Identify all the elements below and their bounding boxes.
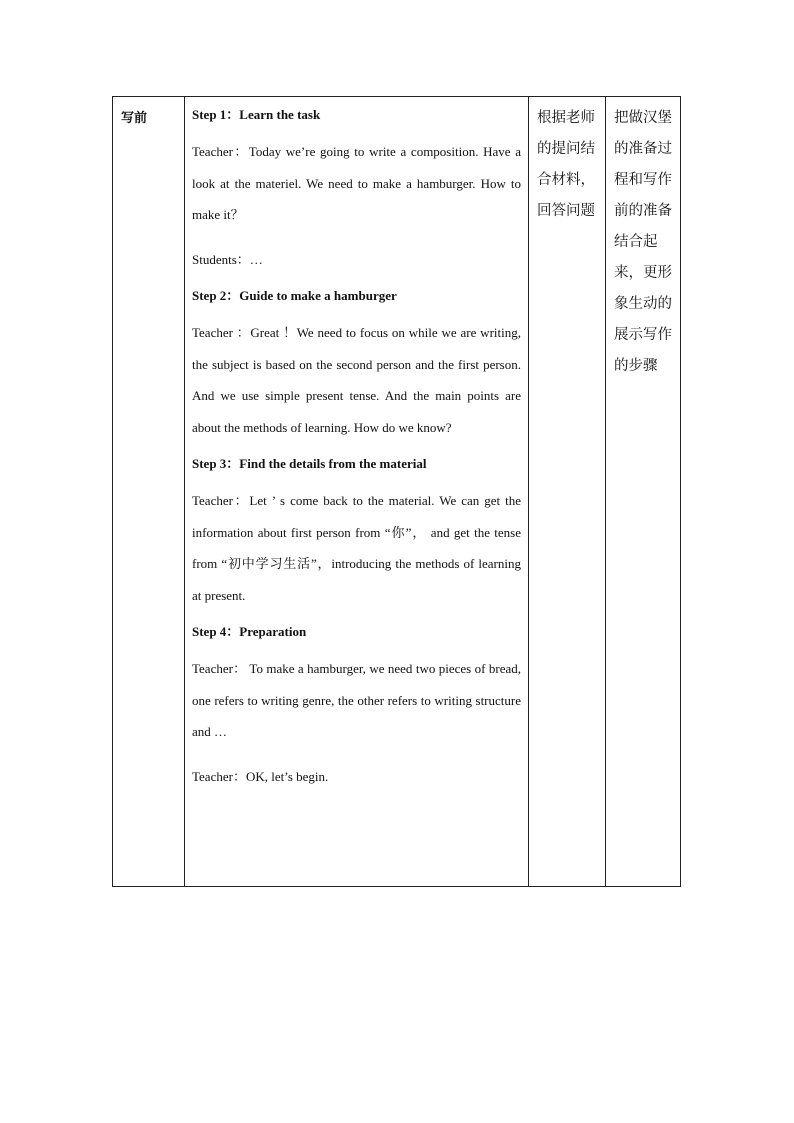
step-title: Step 1：Learn the task — [192, 107, 321, 122]
stage-label: 写前 — [121, 111, 148, 126]
step-4 — [192, 624, 521, 792]
step-paragraph: Teacher：OK, let’s begin. — [192, 768, 329, 784]
step-paragraph: Teacher： To make a hamburger, we need two pieces of bread, one refers to writing genre, the other refers to writing structure and … — [192, 661, 521, 739]
step-2 — [192, 288, 521, 443]
step-paragraph: Teacher ：Great ！We need to focus on while we are writing, the subject is based on the second person and the first person. And we use simple present tense. And the main points are about the methods of learning. How do we know? — [192, 325, 521, 435]
design-intent-text: 把做汉堡的准备过程和写作前的准备结合起来，更形象生动的展示写作的步骤 — [614, 110, 672, 374]
step-3 — [192, 456, 521, 611]
step-paragraph: Teacher：Today we’re going to write a composition. Have a look at the materiel. We need to make a hamburger. How to make it？ — [192, 144, 521, 222]
stage-cell — [113, 97, 184, 886]
step-title: Step 3：Find the details from the material — [192, 456, 427, 471]
step-paragraph: Students：… — [192, 251, 263, 267]
step-paragraph: Teacher：Let ’ s come back to the material. We can get the information about first person from “你”， and get the tense from “初中学习生活”，introducing the methods of learning at present. — [192, 493, 521, 603]
lesson-plan-table — [112, 96, 681, 887]
student-activity-text: 根据老师的提问结合材料，回答问题 — [537, 110, 595, 219]
student-activity-cell — [529, 97, 605, 886]
design-intent-cell — [606, 97, 682, 886]
step-title: Step 2：Guide to make a hamburger — [192, 288, 397, 303]
teaching-process-cell — [185, 97, 528, 886]
step-1 — [192, 107, 521, 275]
step-title: Step 4：Preparation — [192, 624, 307, 639]
